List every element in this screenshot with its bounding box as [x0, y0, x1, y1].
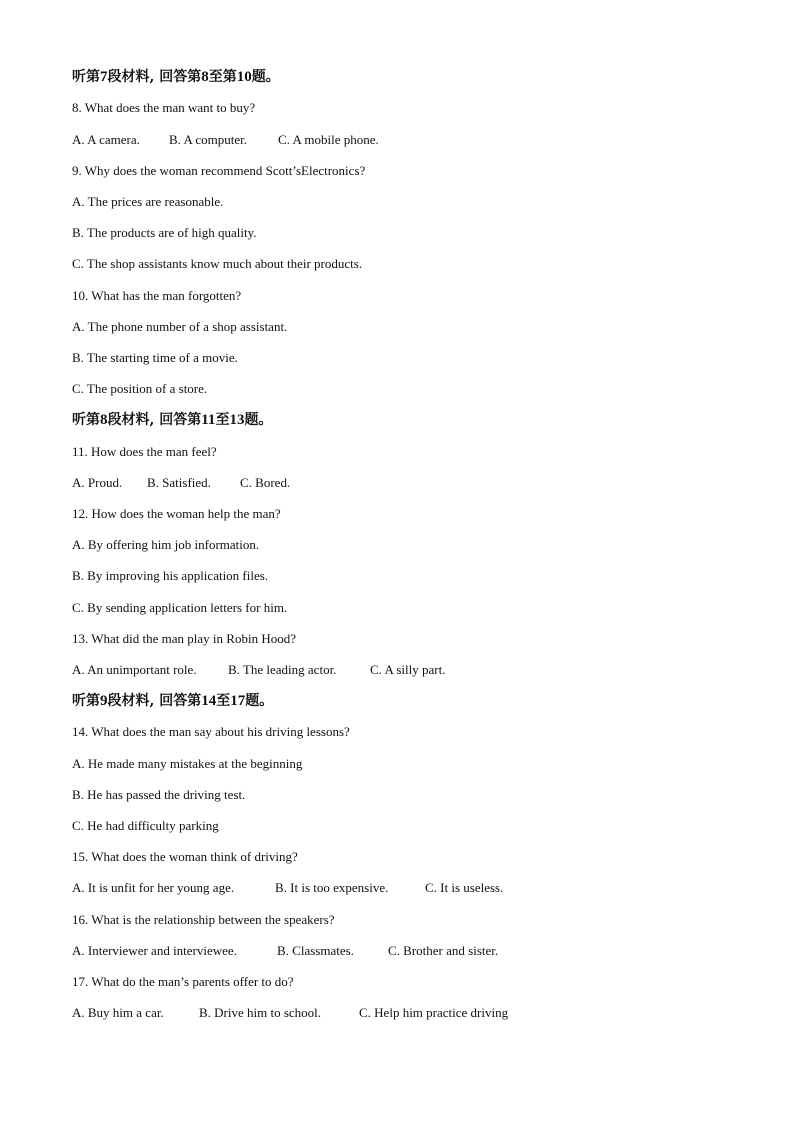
question-text: 13. What did the man play in Robin Hood?: [72, 631, 296, 646]
option-a: A. It is unfit for her young age.: [72, 880, 235, 895]
heading-text: 段材料, 回答第: [107, 412, 202, 428]
question-range-end: 17: [230, 693, 246, 709]
option-b: B. By improving his application files.: [72, 568, 269, 583]
option-b: B. Satisfied.: [147, 475, 211, 490]
options-row: [72, 943, 498, 959]
option-b: B. The starting time of a movie.: [72, 350, 238, 365]
heading-text: 至第: [208, 69, 237, 85]
option-c: C. Help him practice driving: [359, 1005, 509, 1020]
option-b: B. The leading actor.: [228, 662, 337, 677]
option-b: B. He has passed the driving test.: [72, 787, 246, 802]
options-row: [72, 1005, 508, 1021]
heading-text: 听第: [72, 69, 100, 85]
heading-text: 段材料, 回答第: [107, 69, 202, 85]
option-c: C. The shop assistants know much about their products.: [72, 256, 363, 271]
heading-text: 至: [215, 412, 230, 428]
heading-text: 听第: [72, 693, 100, 709]
option-a: A. Interviewer and interviewee.: [72, 943, 237, 958]
question-range-start: 8: [201, 69, 209, 85]
option-c: C. Brother and sister.: [388, 943, 499, 958]
option-b: B. Drive him to school.: [199, 1005, 322, 1020]
heading-text: 题。: [244, 412, 273, 428]
heading-text: 至: [216, 693, 231, 709]
option-a: A. Proud.: [72, 475, 123, 490]
question-text: 14. What does the man say about his driving lessons?: [72, 724, 350, 739]
option-b: B. A computer.: [169, 132, 247, 147]
option-c: C. A mobile phone.: [278, 132, 379, 147]
option-c: C. It is useless.: [425, 880, 504, 895]
option-c: C. The position of a store.: [72, 381, 208, 396]
heading-text: 题。: [251, 69, 280, 85]
question-range-start: 11: [201, 412, 216, 428]
heading-text: 听第: [72, 412, 100, 428]
question-range-start: 14: [201, 693, 217, 709]
heading-text: 题。: [245, 693, 274, 709]
option-c: C. A silly part.: [370, 662, 446, 677]
option-c: C. He had difficulty parking: [72, 818, 219, 833]
segment-number: 9: [100, 693, 108, 709]
options-row: [72, 475, 290, 491]
section-heading: [72, 69, 280, 85]
option-a: A. He made many mistakes at the beginning: [72, 756, 303, 771]
option-c: C. Bored.: [240, 475, 291, 490]
option-a: A. By offering him job information.: [72, 537, 260, 552]
question-text: 12. How does the woman help the man?: [72, 506, 281, 521]
section-heading: [72, 412, 272, 428]
option-a: A. The phone number of a shop assistant.: [72, 319, 288, 334]
segment-number: 7: [100, 69, 108, 85]
question-text: 10. What has the man forgotten?: [72, 288, 242, 303]
option-b: B. Classmates.: [277, 943, 354, 958]
question-text: 8. What does the man want to buy?: [72, 100, 256, 115]
section-heading: [72, 693, 273, 709]
option-c: C. By sending application letters for him.: [72, 600, 288, 615]
question-text: 17. What do the man’s parents offer to do?: [72, 974, 294, 989]
options-row: [72, 132, 379, 148]
heading-text: 段材料, 回答第: [107, 693, 202, 709]
question-text: 15. What does the woman think of driving?: [72, 849, 298, 864]
options-row: [72, 880, 503, 896]
option-b: B. The products are of high quality.: [72, 225, 257, 240]
option-b: B. It is too expensive.: [275, 880, 389, 895]
segment-number: 8: [100, 412, 108, 428]
question-range-end: 13: [229, 412, 245, 428]
question-range-end: 10: [236, 69, 252, 85]
question-text: 16. What is the relationship between the speakers?: [72, 912, 335, 927]
option-a: A. The prices are reasonable.: [72, 194, 224, 209]
option-a: A. A camera.: [72, 132, 140, 147]
option-a: A. An unimportant role.: [72, 662, 197, 677]
option-a: A. Buy him a car.: [72, 1005, 164, 1020]
question-text: 9. Why does the woman recommend Scott’sElectronics?: [72, 163, 366, 178]
options-row: [72, 662, 445, 678]
question-text: 11. How does the man feel?: [72, 444, 217, 459]
